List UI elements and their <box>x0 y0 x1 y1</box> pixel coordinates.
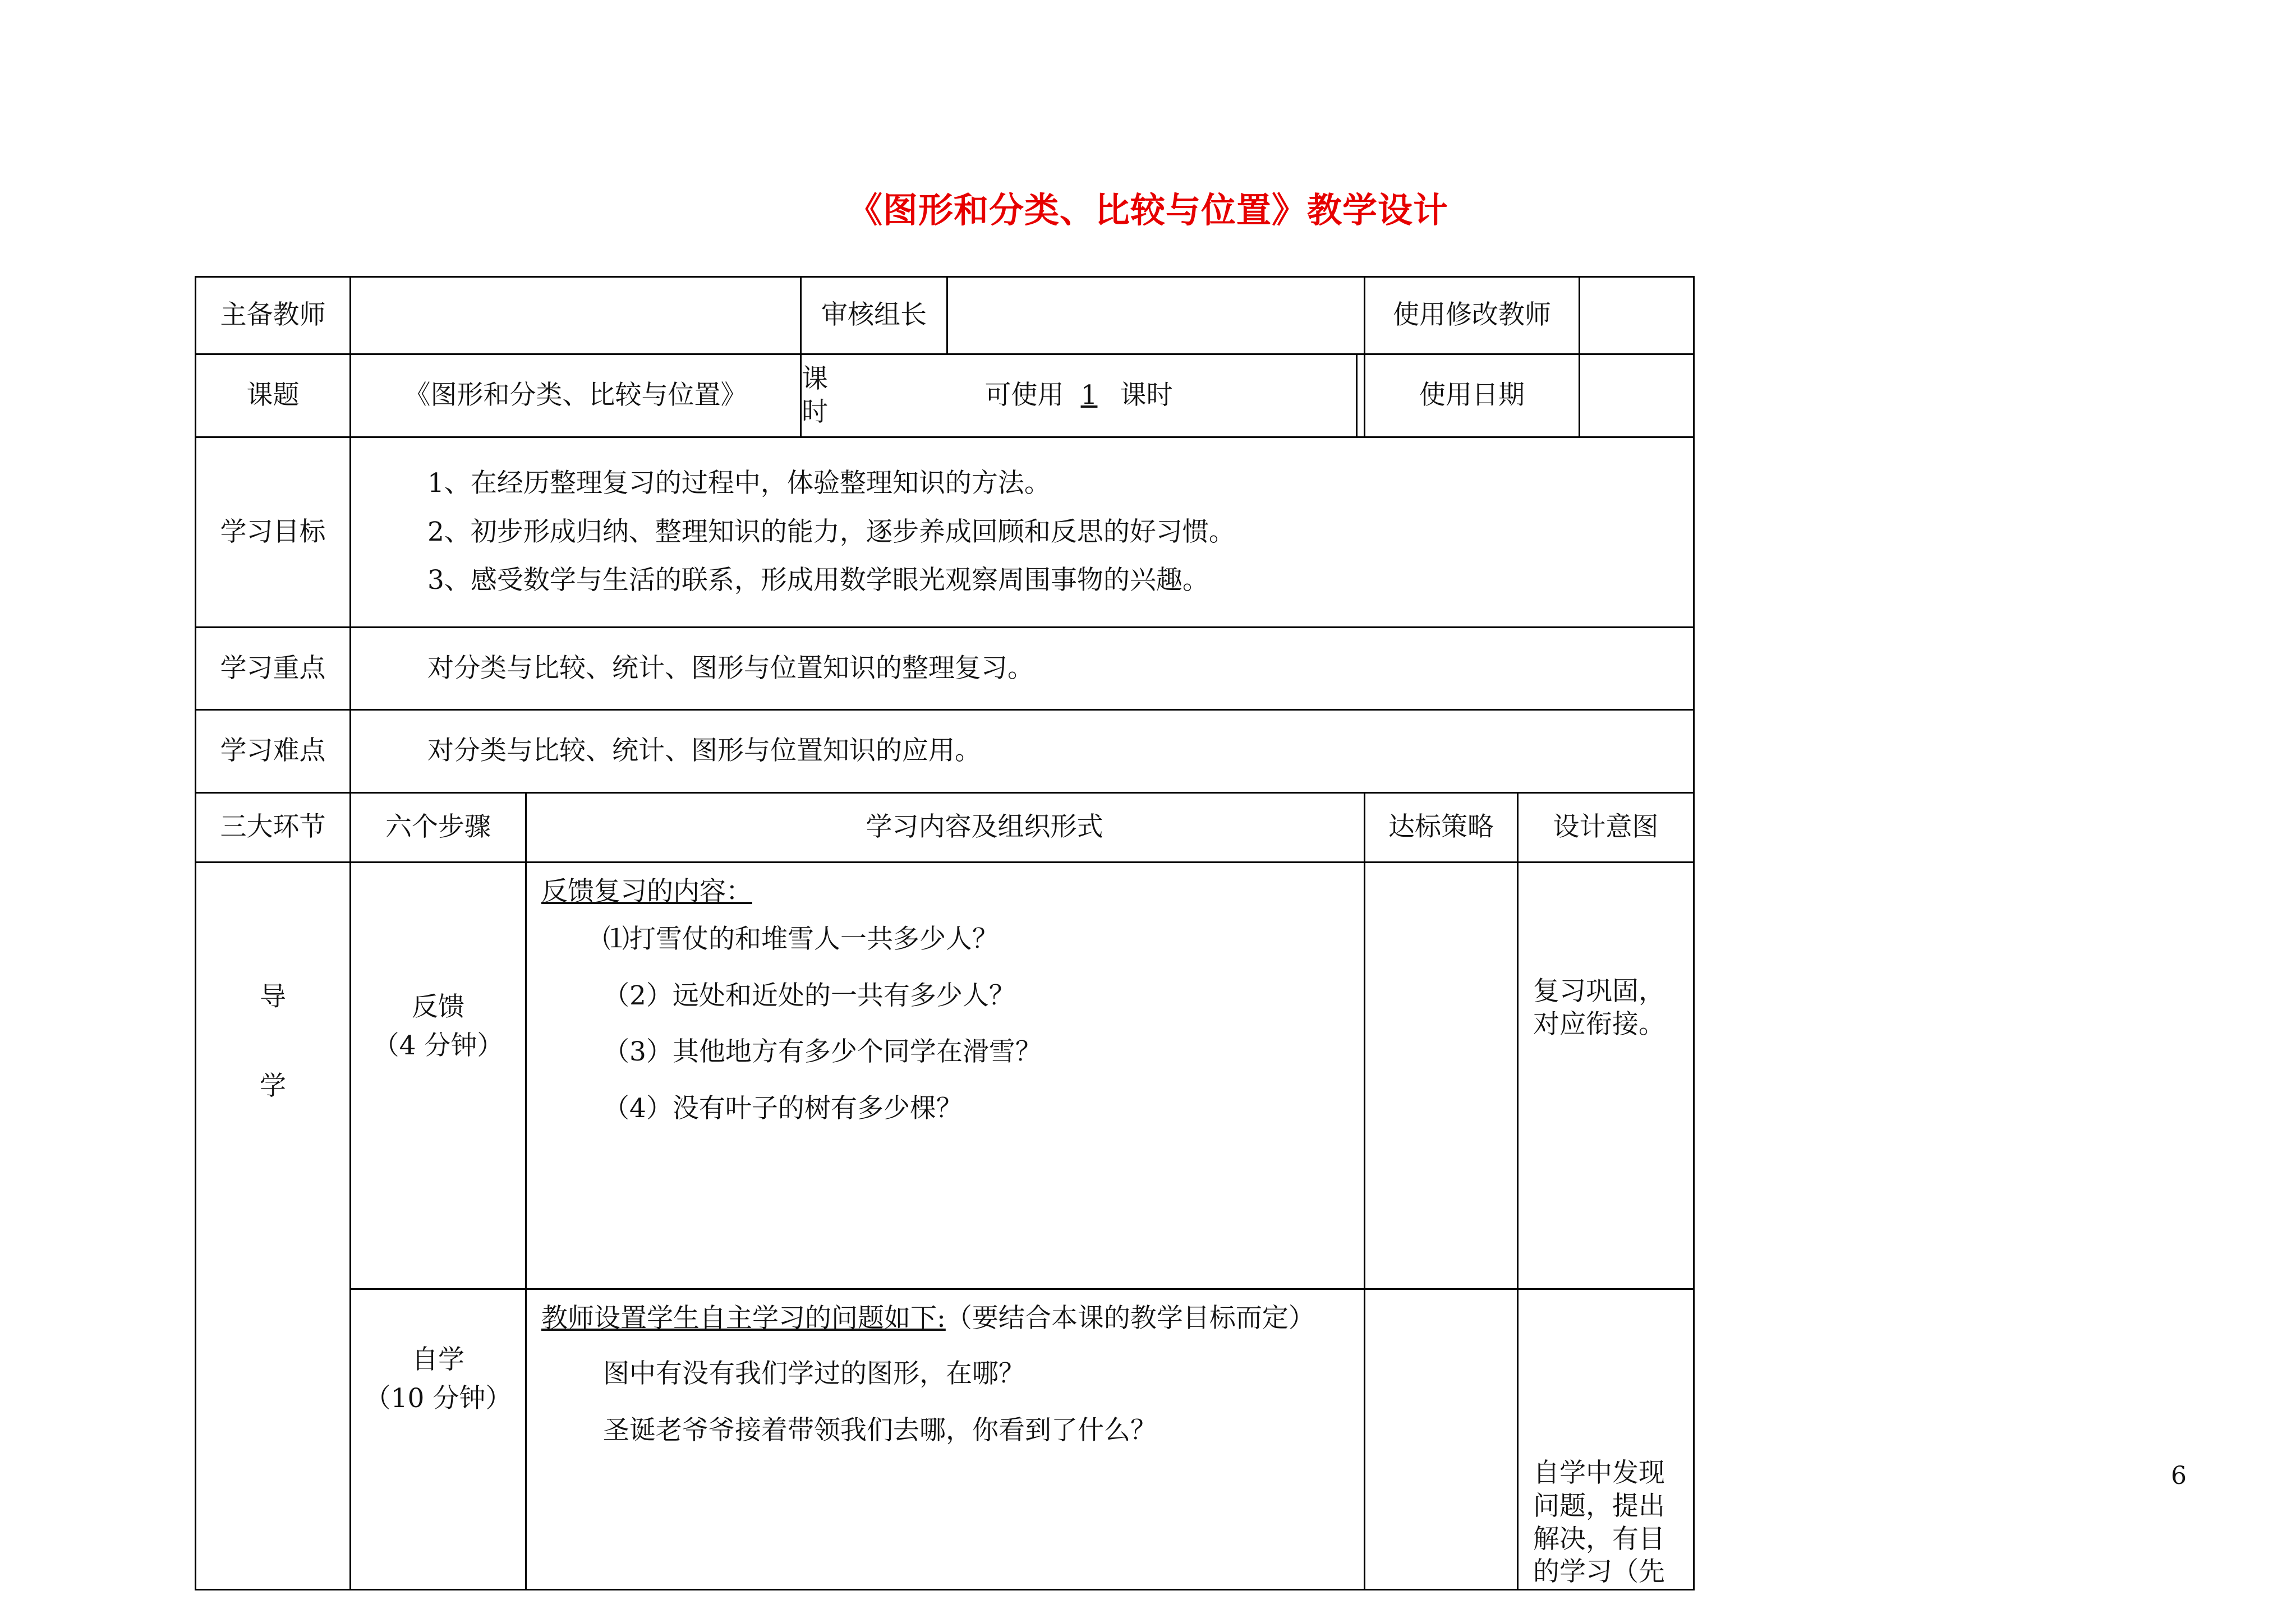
lead-teacher-value <box>351 277 801 354</box>
self-study-intent-line-2: 问题，提出 <box>1533 1490 1665 1521</box>
topic-value-cell <box>351 354 828 437</box>
stage-char-1: 导 <box>260 981 286 1012</box>
feedback-content-head: 反馈复习的内容： <box>541 876 752 907</box>
reviewer-cell <box>801 277 1365 354</box>
difficulty-content <box>351 710 1694 793</box>
topic-split: 《图形和分类、比较与位置》 课时 <box>351 355 801 436</box>
modifier-split <box>1365 278 1693 353</box>
topic-label: 课题 <box>196 354 351 437</box>
hours-suffix: 课时 <box>1120 380 1173 411</box>
reviewer-label: 审核组长 <box>802 278 947 353</box>
self-study-item-2: 圣诞老爷爷接着带领我们去哪，你看到了什么？ <box>603 1414 1157 1446</box>
column-header-intent: 设计意图 <box>1518 793 1694 863</box>
document-title: 《图形和分类、比较与位置》教学设计 <box>847 190 1448 230</box>
column-header-content-label: 学习内容及组织形式 <box>866 811 1103 843</box>
goal-item-1: 1、在经历整理复习的过程中，体验整理知识的方法。 <box>427 467 1051 499</box>
self-study-step-name: 自学 <box>412 1344 464 1375</box>
self-study-content-cell <box>526 1289 1365 1590</box>
self-study-strategy <box>1365 1289 1518 1590</box>
goal-item-3: 3、感受数学与生活的联系，形成用数学眼光观察周围事物的兴趣。 <box>427 565 1209 596</box>
self-study-step-row <box>196 1289 2175 1590</box>
stage-cell <box>196 863 351 1590</box>
date-value <box>1580 355 1694 436</box>
feedback-item-2: （2）远处和近处的一共有多少人？ <box>603 980 1015 1011</box>
feedback-step-name: 反馈 <box>412 992 464 1022</box>
self-study-intent-line-4: 的学习（先 <box>1533 1556 1665 1588</box>
stage-char-2: 学 <box>260 1070 286 1101</box>
feedback-intent-line-2: 对应衔接。 <box>1533 1008 1665 1040</box>
self-study-content-head: 教师设置学生自主学习的问题如下: <box>541 1303 946 1334</box>
date-label: 使用日期 <box>1365 355 1580 436</box>
difficulty-row <box>196 710 2175 793</box>
goals-content <box>351 437 1694 628</box>
modifier-value <box>1580 278 1694 353</box>
key-point-row <box>196 628 2175 710</box>
self-study-step-cell <box>351 1289 526 1590</box>
header-row-1 <box>196 277 2175 354</box>
difficulty-label: 学习难点 <box>196 710 351 793</box>
lesson-plan-table <box>195 276 2175 1590</box>
column-header-content <box>526 793 1365 863</box>
feedback-step-cell <box>351 863 526 1289</box>
hours-spacer <box>1357 355 1364 436</box>
header-row-2 <box>196 354 2175 437</box>
column-header-strategy: 达标策略 <box>1365 793 1518 863</box>
reviewer-split <box>802 278 1364 353</box>
page-number: 6 <box>2171 1461 2187 1490</box>
hours-cell <box>801 354 1365 437</box>
self-study-intent-line-1: 自学中发现 <box>1533 1458 1665 1488</box>
hours-split <box>802 355 1364 436</box>
self-study-content-head-line <box>541 1302 1349 1335</box>
self-study-intent <box>1518 1289 1694 1590</box>
topic-value: 《图形和分类、比较与位置》 <box>351 355 801 436</box>
feedback-step-row <box>196 863 2175 1289</box>
key-point-label: 学习重点 <box>196 628 351 710</box>
goal-item-2: 2、初步形成归纳、整理知识的能力，逐步养成回顾和反思的好习惯。 <box>427 516 1235 547</box>
column-header-step: 六个步骤 <box>351 793 526 863</box>
hours-value-text <box>802 355 1357 436</box>
date-split <box>1365 355 1693 436</box>
feedback-item-1: ⑴打雪仗的和堆雪人一共多少人？ <box>603 923 999 955</box>
feedback-step-time: （4 分钟） <box>372 1030 504 1061</box>
self-study-content-head-note: （要结合本课的教学目标而定） <box>945 1303 1315 1334</box>
goals-label: 学习目标 <box>196 437 351 628</box>
lead-teacher-label: 主备教师 <box>196 277 351 354</box>
self-study-intent-line-3: 解决，有目 <box>1533 1523 1665 1555</box>
stage-spacer <box>211 863 335 981</box>
feedback-intent <box>1518 863 1694 1289</box>
difficulty-text: 对分类与比较、统计、图形与位置知识的应用。 <box>427 735 981 767</box>
modifier-label: 使用修改教师 <box>1365 278 1580 353</box>
hours-number: 1 <box>1080 380 1098 411</box>
feedback-content-cell <box>526 863 1365 1289</box>
reviewer-value <box>947 278 1364 353</box>
key-point-content <box>351 628 1694 710</box>
date-cell <box>1365 354 1694 437</box>
hours-prefix: 可使用 <box>984 380 1064 411</box>
modifier-cell <box>1365 277 1694 354</box>
feedback-item-3: （3）其他地方有多少个同学在滑雪？ <box>603 1036 1042 1068</box>
goals-row <box>196 437 2175 628</box>
feedback-item-4: （4）没有叶子的树有多少棵？ <box>603 1093 963 1124</box>
feedback-intent-line-1: 复习巩固， <box>1533 976 1665 1007</box>
column-header-stage: 三大环节 <box>196 793 351 863</box>
self-study-item-1: 图中有没有我们学过的图形，在哪？ <box>603 1358 1025 1389</box>
self-study-step-time: （10 分钟） <box>364 1382 512 1414</box>
key-point-text: 对分类与比较、统计、图形与位置知识的整理复习。 <box>427 652 1034 684</box>
column-header-row <box>196 793 2175 863</box>
feedback-strategy <box>1365 863 1518 1289</box>
